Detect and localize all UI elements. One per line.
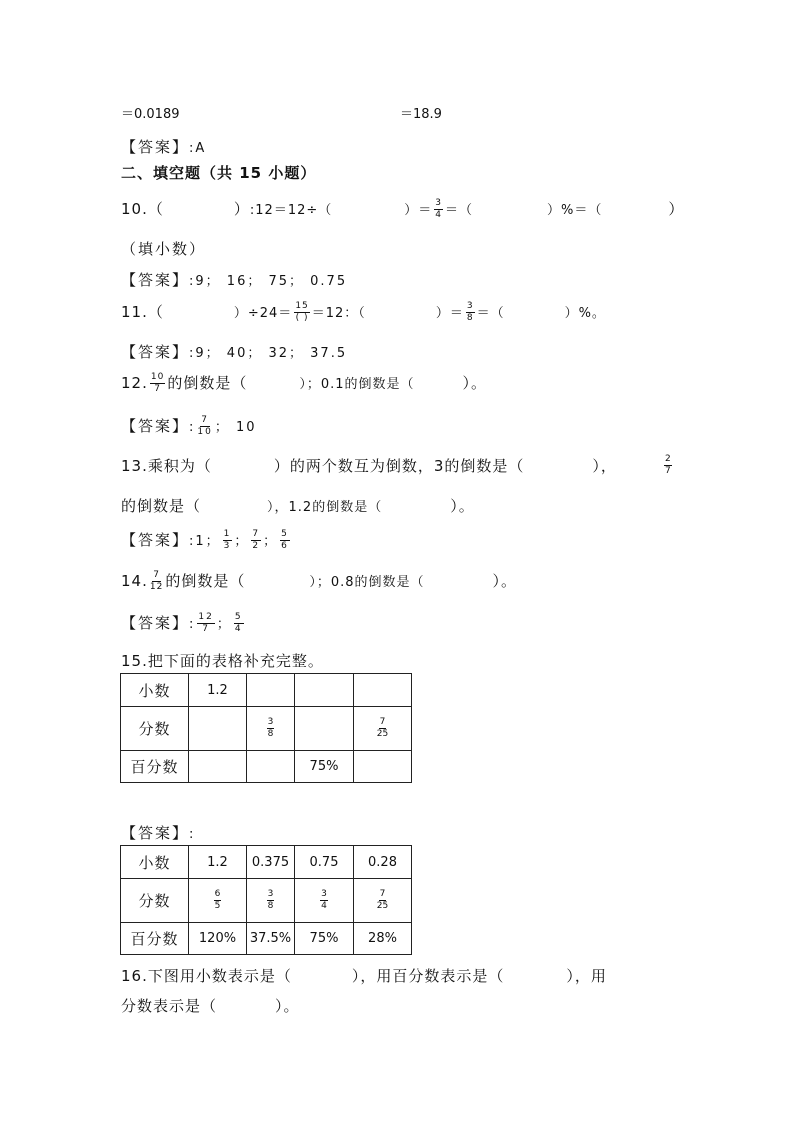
table-cell: 75%: [295, 751, 354, 783]
answer-text: :9； 16； 75； 0.75: [189, 274, 348, 289]
table-cell: [295, 707, 354, 751]
question-16-line-2: [121, 999, 300, 1014]
table-cell: 75%: [295, 923, 354, 955]
fraction: $\frac{7}{2}$: [252, 529, 261, 551]
q13-text-4: 的倒数是（: [121, 497, 202, 515]
table-cell: [354, 674, 412, 707]
separator: ；: [216, 617, 232, 632]
table-cell: 120%: [189, 923, 247, 955]
row-header: 百分数: [121, 923, 189, 955]
table-cell: 1.2: [189, 674, 247, 707]
fraction: $\frac{7}{25}$: [376, 889, 389, 911]
question-15: 15.把下面的表格补充完整。: [121, 652, 324, 670]
q14-answer: [121, 613, 246, 634]
fraction: $\frac{15}{( )}$: [295, 301, 309, 323]
table-cell: [247, 674, 295, 707]
question-11: [121, 302, 606, 323]
q10-note: （填小数）: [121, 240, 207, 258]
table-cell: 1.2: [189, 846, 247, 879]
q11-text-1: ）÷24＝: [233, 306, 293, 321]
answer-label: 【答案】: [121, 614, 190, 632]
table-cell: [189, 707, 247, 751]
q12-text-3: ）。: [462, 374, 488, 392]
q11-text-4: ＝（: [476, 306, 505, 321]
fraction: $\frac{10}{7}$: [150, 372, 165, 394]
question-12: [121, 373, 487, 394]
q13-text-3: ），: [592, 457, 617, 475]
equation-result-2: ＝18.9: [400, 107, 442, 122]
q13-text-2: ）的两个数互为倒数，3的倒数是（: [273, 457, 525, 475]
row-header: 小数: [121, 674, 189, 707]
q16-text-5: ）。: [275, 997, 300, 1015]
question-13-line-1: [121, 459, 617, 474]
q13-text-1: 乘积为（: [147, 457, 212, 475]
question-16-line-1: [121, 969, 607, 984]
table-cell: [295, 674, 354, 707]
question-number: 14.: [121, 572, 148, 590]
fraction: $\frac{12}{7}$: [198, 612, 214, 634]
fraction: $\frac{7}{25}$: [376, 717, 389, 739]
q12-answer: [121, 416, 257, 437]
q10-text-5: ）: [668, 200, 685, 218]
answer-text: :: [189, 617, 196, 632]
answer-text: :: [189, 827, 196, 842]
fraction: $\frac{3}{8}$: [267, 717, 274, 739]
row-header: 分数: [121, 879, 189, 923]
separator: ；: [234, 534, 250, 549]
table-cell: [247, 707, 295, 751]
q11-text-5: ）%。: [564, 306, 606, 321]
answer-label: 【答案】: [121, 343, 190, 361]
table-cell: [189, 751, 247, 783]
q13-text-6: ）。: [450, 497, 475, 515]
q13-text-5: ），1.2的倒数是（: [267, 500, 383, 515]
q13-fraction: [662, 455, 674, 476]
q16-text-4: 分数表示是（: [121, 997, 218, 1015]
row-header: 分数: [121, 707, 189, 751]
fraction: $\frac{7}{10}$: [197, 415, 213, 437]
answer-text: :A: [189, 141, 207, 156]
q13-answer: [121, 530, 292, 551]
q11-answer: [121, 345, 347, 360]
bracket: ）: [233, 200, 250, 218]
table-cell: 0.375: [247, 846, 295, 879]
table-cell: [295, 879, 354, 923]
table-cell: 28%: [354, 923, 412, 955]
section-heading: 二、填空题（共 15 小题）: [121, 164, 317, 182]
q11-text-3: ）＝: [435, 306, 464, 321]
row-header: 百分数: [121, 751, 189, 783]
fraction: $\frac{5}{4}$: [234, 612, 243, 634]
fraction: $\frac{5}{6}$: [281, 529, 289, 551]
bracket: （: [147, 303, 164, 321]
table-cell: [247, 879, 295, 923]
fraction: $\frac{6}{5}$: [214, 889, 221, 911]
answer-label: 【答案】: [121, 824, 190, 842]
q14-text-2: ）；0.8的倒数是（: [309, 575, 425, 590]
answer-text: :9； 40； 32； 37.5: [189, 346, 348, 361]
question-10: [121, 199, 684, 220]
fraction: $\frac{1}{3}$: [223, 529, 232, 551]
q10-text-1: :12＝12÷（: [249, 203, 333, 218]
table-cell: 0.75: [295, 846, 354, 879]
answer-label: 【答案】: [121, 417, 190, 435]
answer-label: 【答案】: [121, 138, 190, 156]
q14-text-3: ）。: [492, 572, 518, 590]
table-cell: 0.28: [354, 846, 412, 879]
fraction: $\frac{3}{4}$: [321, 889, 327, 911]
q16-text-3: ），用: [566, 967, 607, 985]
q15-answer-table: [120, 845, 412, 955]
fraction: $\frac{3}{8}$: [466, 301, 474, 323]
table-cell: [189, 879, 247, 923]
q16-text-1: 16.下图用小数表示是（: [121, 967, 292, 985]
answer-text: ； 10: [214, 420, 257, 435]
table-cell: [354, 707, 412, 751]
table-cell: [247, 751, 295, 783]
q16-text-2: ），用百分数表示是（: [351, 967, 505, 985]
q14-text-1: 的倒数是（: [165, 572, 246, 590]
q9-answer: [121, 140, 206, 155]
bracket: （: [147, 200, 164, 218]
question-number: 12.: [121, 374, 148, 392]
answer-text: :1；: [189, 534, 221, 549]
fraction: $\frac{7}{12}$: [149, 570, 164, 592]
fraction: $\frac{2}{7}$: [665, 454, 671, 476]
q12-text-1: 的倒数是（: [167, 374, 248, 392]
q15-answer: [121, 826, 195, 841]
question-number: 13.: [121, 457, 148, 475]
table-cell: [354, 879, 412, 923]
fraction: $\frac{3}{4}$: [435, 198, 442, 220]
q10-text-2: ）＝: [404, 203, 433, 218]
fraction: $\frac{3}{8}$: [267, 889, 274, 911]
question-13-line-2: [121, 499, 475, 514]
question-14: [121, 571, 517, 592]
q12-text-2: ）；0.1的倒数是（: [299, 377, 415, 392]
row-header: 小数: [121, 846, 189, 879]
question-number: 11.: [121, 303, 148, 321]
q10-answer: [121, 273, 347, 288]
equation-result-1: ＝0.0189: [121, 107, 180, 122]
q10-text-4: ）%＝（: [547, 203, 603, 218]
q10-text-3: ＝（: [445, 203, 474, 218]
answer-label: 【答案】: [121, 531, 190, 549]
q15-table: [120, 673, 412, 783]
answer-text: :: [189, 420, 196, 435]
table-cell: [354, 751, 412, 783]
q11-text-2: ＝12：（: [311, 306, 366, 321]
answer-label: 【答案】: [121, 271, 190, 289]
question-number: 10.: [121, 200, 148, 218]
table-cell: 37.5%: [247, 923, 295, 955]
separator: ；: [263, 534, 279, 549]
